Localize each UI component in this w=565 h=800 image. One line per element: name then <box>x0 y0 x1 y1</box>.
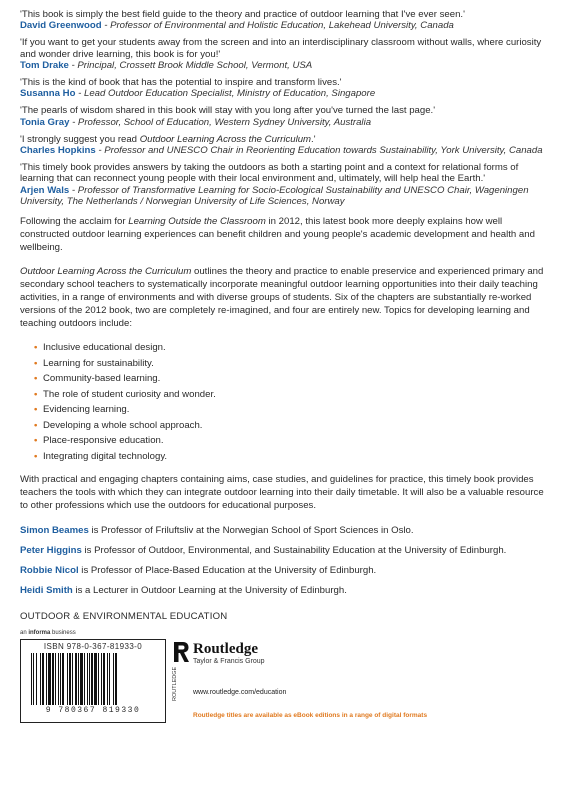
isbn-text: ISBN 978-0-367-81933-0 <box>43 641 143 651</box>
bullet-icon: • <box>34 419 38 431</box>
publisher-vertical-label: ROUTLEDGE <box>172 666 178 701</box>
quote-text: 'The pearls of wisdom shared in this book will stay with you long after you've turned the last page.' <box>20 105 436 117</box>
publisher-url: www.routledge.com/education <box>193 688 287 696</box>
bullet-icon: • <box>34 435 38 447</box>
list-item: • Evidencing learning. <box>34 404 130 416</box>
description-paragraph: Following the acclaim for Learning Outside the Classroom in 2012, this latest book more deeply explains how well constructed outdoor learning experiences can benefit children and young people's academic development and health and wellbeing. <box>20 216 535 253</box>
quote-text: 'This is the kind of book that has the potential to inspire and transform lives.' <box>20 77 342 89</box>
endorser-name: Susanna Ho <box>20 88 76 100</box>
book-title-italic: Outdoor Learning Across the Curriculum <box>139 133 312 145</box>
bullet-icon: • <box>34 404 38 416</box>
author-bio: Peter Higgins is Professor of Outdoor, Environmental, and Sustainability Education at the University of Edinburgh. <box>20 544 507 556</box>
endorsement <box>20 77 545 99</box>
endorser-name: Charles Hopkins <box>20 145 96 157</box>
list-item: • Place-responsive education. <box>34 435 164 447</box>
endorser-name: Arjen Wals <box>20 184 70 196</box>
author-bio: Heidi Smith is a Lecturer in Outdoor Learning at the University of Edinburgh. <box>20 584 347 596</box>
endorsement <box>20 105 545 127</box>
bullet-icon: • <box>34 373 38 385</box>
endorsement <box>20 9 545 31</box>
endorser-title: - Professor of Transformative Learning for Socio-Ecological Sustainability and UNESCO Chair, Wageningen University, The Netherlands / Norwegian University of Life Sciences, Norway <box>20 184 529 207</box>
author-name: Simon Beames <box>20 524 89 536</box>
publisher-group: Taylor & Francis Group <box>193 657 265 665</box>
endorsement <box>20 37 545 71</box>
author-name: Peter Higgins <box>20 544 82 556</box>
endorser-name: David Greenwood <box>20 20 102 32</box>
endorser-name: Tonia Gray <box>20 116 70 128</box>
quote-text-prefix: 'I strongly suggest you read <box>20 133 140 145</box>
list-item: • Inclusive educational design. <box>34 342 166 354</box>
endorser-title: - Lead Outdoor Education Specialist, Ministry of Education, Singapore <box>75 88 376 100</box>
list-item: • Integrating digital technology. <box>34 450 168 462</box>
list-item: • Community-based learning. <box>34 373 161 385</box>
bullet-icon: • <box>34 450 38 462</box>
barcode-icon <box>28 653 158 705</box>
list-item: • The role of student curiosity and wonder. <box>34 388 216 400</box>
quote-text: 'This book is simply the best field guide to the theory and practice of outdoor learning that I've ever seen.' <box>20 9 465 20</box>
quote-text-suffix: .' <box>311 133 316 145</box>
description-paragraph: With practical and engaging chapters containing aims, case studies, and guidelines for practice, this timely book provides teachers the tools with which they can integrate outdoor learning into their daily timetable. It will also be a valuable resource to other professions which use the outdoors for educational purposes. <box>20 474 544 511</box>
endorser-title: - Professor of Environmental and Holistic Education, Lakehead University, Canada <box>101 20 454 32</box>
endorser-title: - Professor, School of Education, Western Sydney University, Australia <box>69 116 372 128</box>
bullet-icon: • <box>34 342 38 354</box>
author-name: Robbie Nicol <box>20 564 79 576</box>
quote-text <box>20 134 545 145</box>
series-label: OUTDOOR & ENVIRONMENTAL EDUCATION <box>20 610 228 622</box>
description-paragraph: Outdoor Learning Across the Curriculum outlines the theory and practice to enable preservice and experienced primary and secondary school teachers to systematically incorporate meaningful outdoor learning opportunities into their daily teaching activities, in a range of environments and with diverse groups of students. Six of the chapters are substantially re-worked versions of the 2012 book, two are completely re-imagined, and four are entirely new. Topics for developing learning and teaching outdoors include: <box>20 266 544 329</box>
bullet-icon: • <box>34 357 38 369</box>
bullet-icon: • <box>34 388 38 400</box>
endorser-name: Tom Drake <box>20 59 69 71</box>
book-title-italic: Learning Outside the Classroom <box>128 216 266 228</box>
endorser-title: - Principal, Crossett Brook Middle School, Vermont, USA <box>68 59 313 71</box>
barcode-digits: 9 780367 819330 <box>45 705 141 715</box>
topics-list <box>20 342 545 462</box>
quote-text: 'This timely book provides answers by taking the outdoors as both a starting point and a context for relational forms of learning that can reconnect young people with their local environment and, ultimately, will help heal the Earth.' <box>20 162 519 185</box>
quote-text: 'If you want to get your students away from the screen and into an interdisciplinary classroom without walls, where curiosity and wonder drive learning, this book is for you!' <box>20 37 542 60</box>
list-item: • Learning for sustainability. <box>34 357 154 369</box>
endorsement <box>20 162 545 207</box>
routledge-logo-icon <box>172 641 190 663</box>
book-title-italic: Outdoor Learning Across the Curriculum <box>20 266 192 278</box>
author-bio: Robbie Nicol is Professor of Place-Based Education at the University of Edinburgh. <box>20 564 377 576</box>
informa-tagline: an informa business <box>20 629 76 636</box>
ebook-note: Routledge titles are available as eBook editions in a range of digital formats <box>193 711 428 719</box>
barcode-box <box>20 639 166 723</box>
author-bios <box>20 525 545 597</box>
imprint-block <box>20 639 545 729</box>
endorsements <box>20 9 545 207</box>
publisher-name: Routledge <box>193 640 258 657</box>
list-item: • Developing a whole school approach. <box>34 419 203 431</box>
endorser-title: - Professor and UNESCO Chair in Reorienting Education towards Sustainability, York University, Canada <box>95 145 543 157</box>
author-name: Heidi Smith <box>20 584 73 596</box>
author-bio: Simon Beames is Professor of Friluftsliv at the Norwegian School of Sport Sciences in Oslo. <box>20 524 414 536</box>
endorsement <box>20 134 545 156</box>
